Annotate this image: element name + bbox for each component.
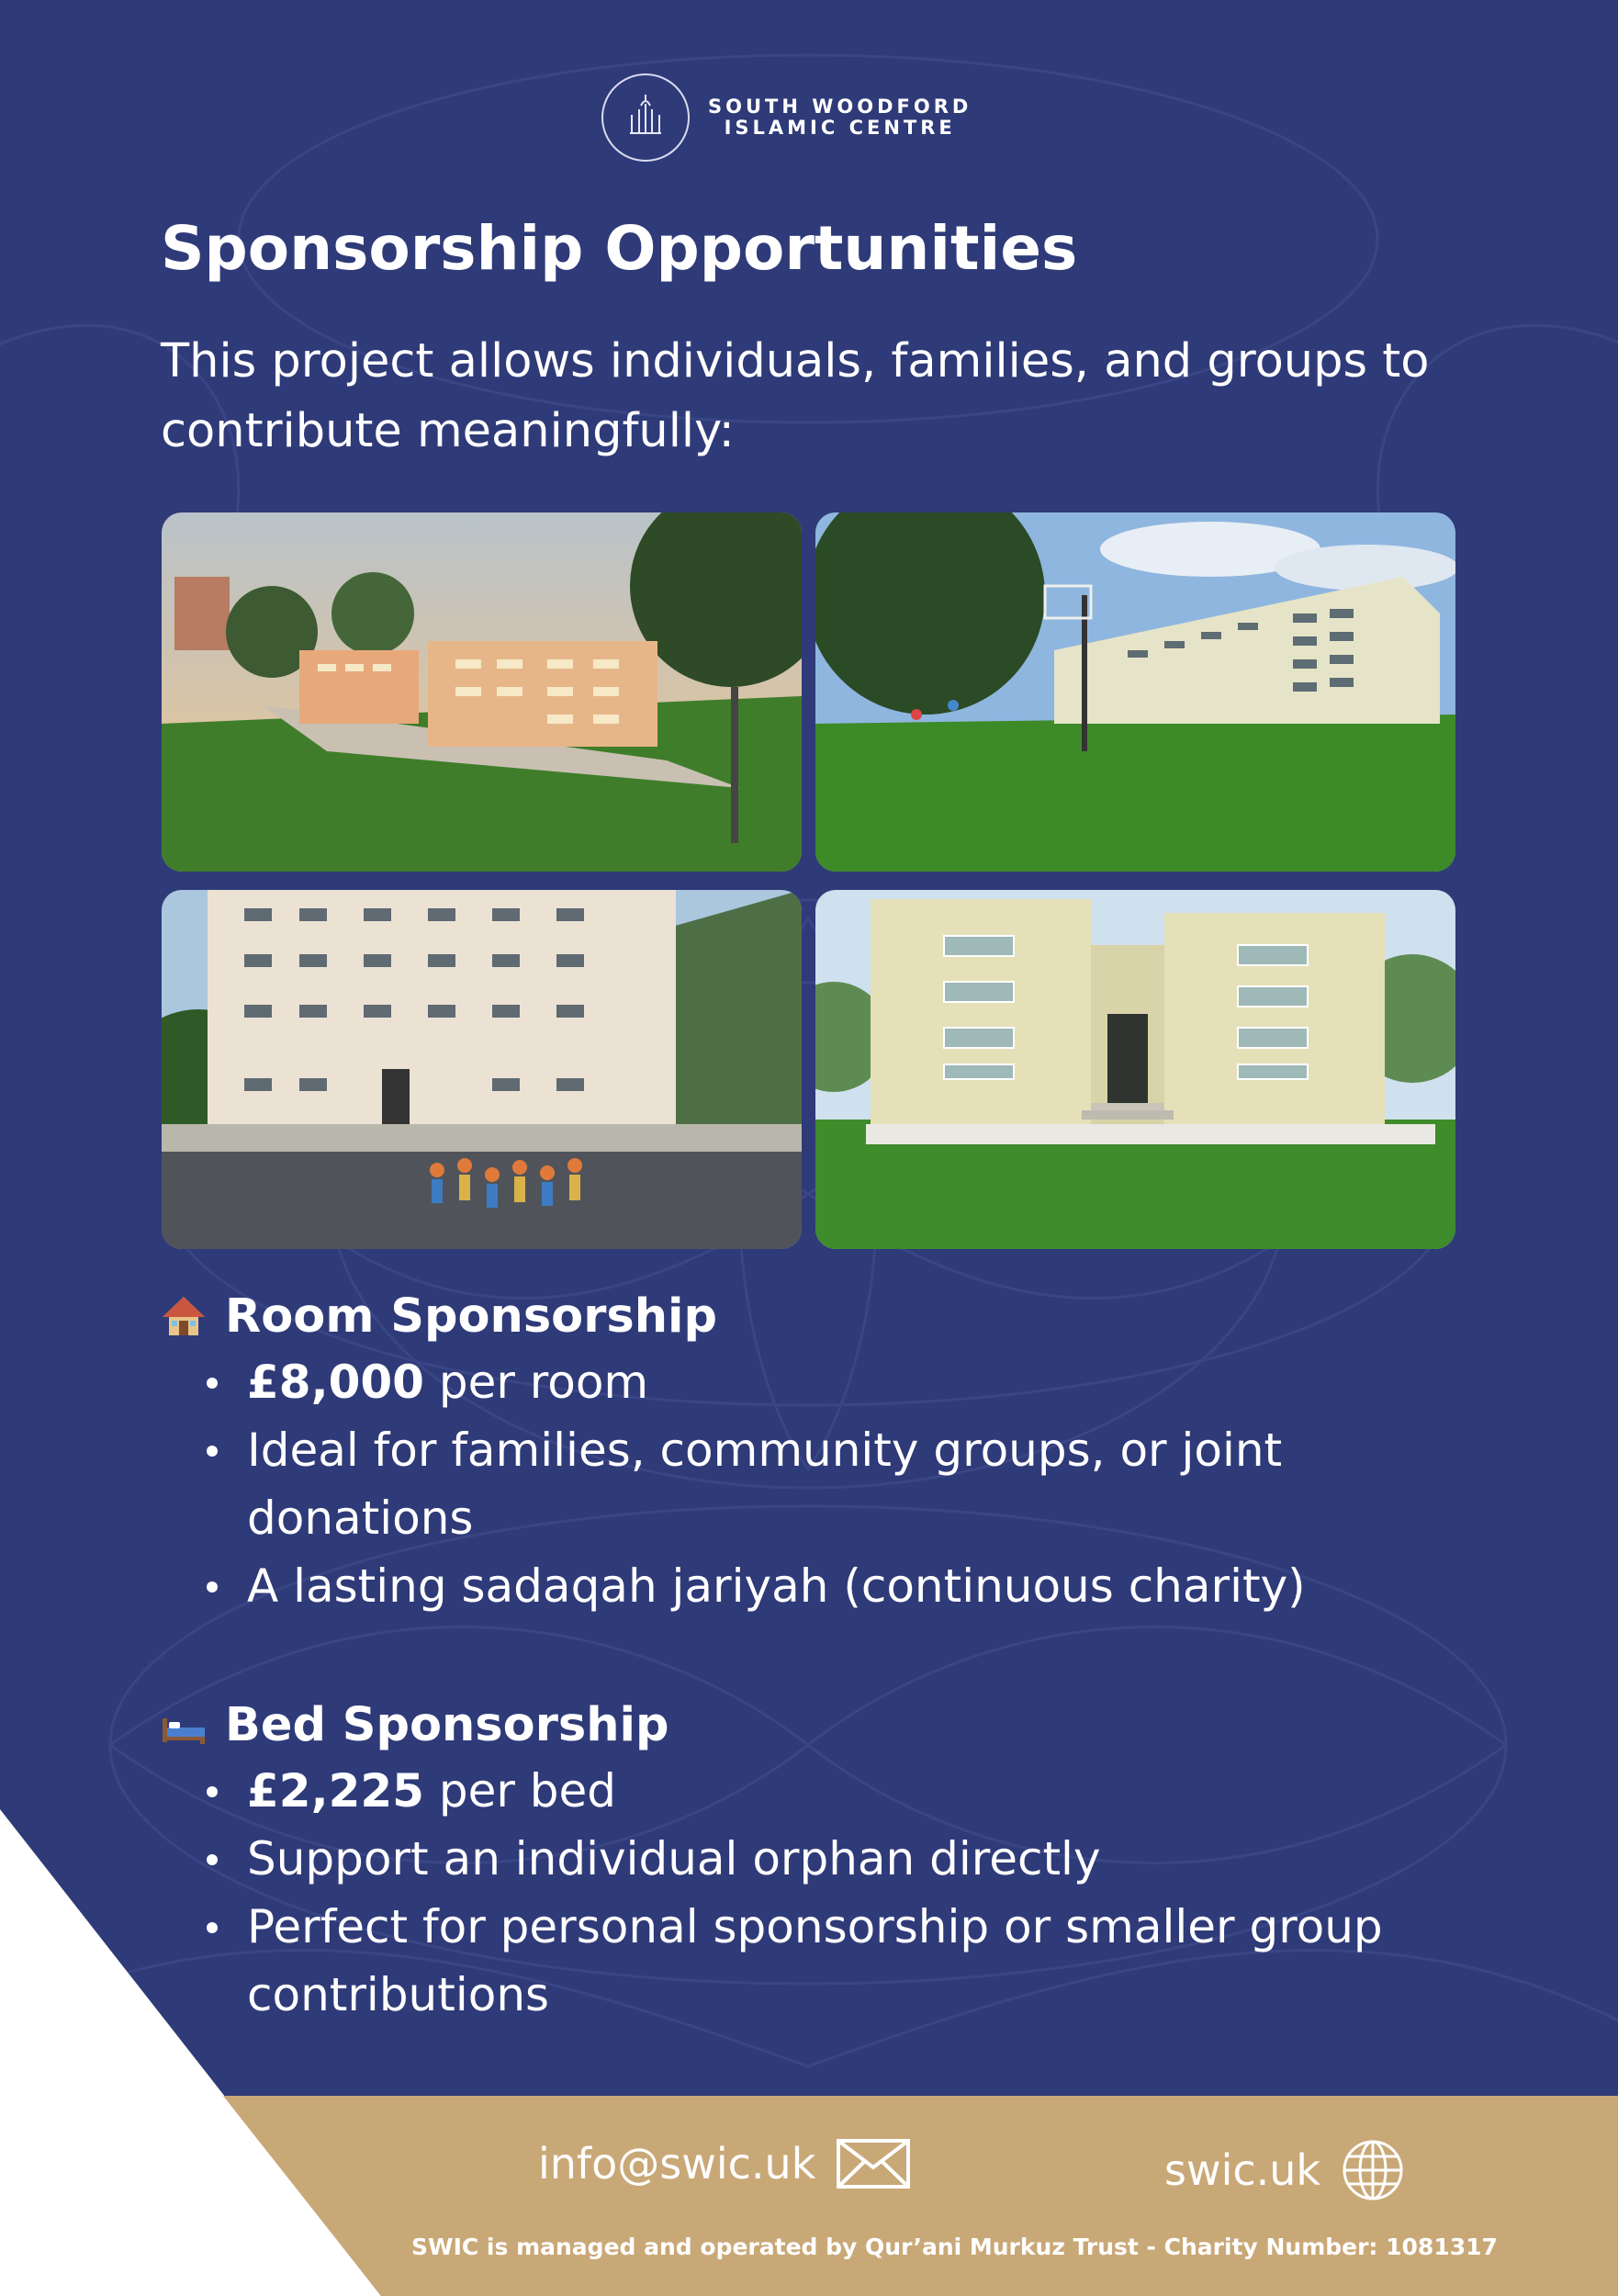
house-icon: [161, 1293, 207, 1339]
globe-icon: [1341, 2138, 1405, 2202]
intro-text: This project allows individuals, families, and groups to contribute meaningfully:: [161, 334, 1430, 458]
building-render-front-entrance: [815, 890, 1455, 1249]
bed-sponsorship-list: [161, 1757, 1520, 2029]
list-item: Support an individual orphan directly: [247, 1825, 1520, 1893]
logo: [601, 73, 972, 162]
bed-price: £2,225: [247, 1764, 424, 1818]
charity-note: SWIC is managed and operated by Qur’ani Murkuz Trust - Charity Number: 1081317: [411, 2234, 1498, 2260]
room-sponsorship-title: Room Sponsorship: [225, 1289, 718, 1344]
email-link[interactable]: info@swic.uk: [538, 2139, 816, 2189]
logo-name-line2: ISLAMIC CENTRE: [724, 117, 956, 139]
page-title: Sponsorship Opportunities: [161, 213, 1078, 284]
list-item: [247, 1348, 1520, 1416]
room-price-suffix: per room: [423, 1356, 649, 1409]
list-item: Perfect for personal sponsorship or smaller group contributions: [247, 1893, 1520, 2029]
building-render-dusk: [162, 512, 802, 872]
bed-sponsorship-title: Bed Sponsorship: [225, 1697, 669, 1752]
footer: [0, 2096, 1618, 2296]
room-sponsorship-section: [161, 1284, 1520, 1620]
mosque-icon: [613, 85, 678, 150]
room-sponsorship-list: [161, 1348, 1520, 1620]
website-contact[interactable]: [1164, 2138, 1405, 2202]
list-item: [247, 1757, 1520, 1825]
website-link[interactable]: swic.uk: [1164, 2145, 1321, 2195]
building-render-basketball-court: [815, 512, 1455, 872]
email-contact[interactable]: [538, 2138, 911, 2189]
logo-name-line1: SOUTH WOODFORD: [708, 96, 972, 118]
bed-price-suffix: per bed: [423, 1764, 617, 1818]
building-render-children-street: [162, 890, 802, 1249]
room-price: £8,000: [247, 1356, 424, 1409]
bed-icon: [161, 1702, 207, 1748]
list-item: A lasting sadaqah jariyah (continuous charity): [247, 1552, 1520, 1620]
list-item: Ideal for families, community groups, or joint donations: [247, 1416, 1520, 1552]
logo-emblem: [601, 73, 690, 162]
envelope-icon: [836, 2138, 911, 2189]
logo-wordmark: [708, 96, 972, 139]
bed-sponsorship-section: [161, 1693, 1520, 2029]
